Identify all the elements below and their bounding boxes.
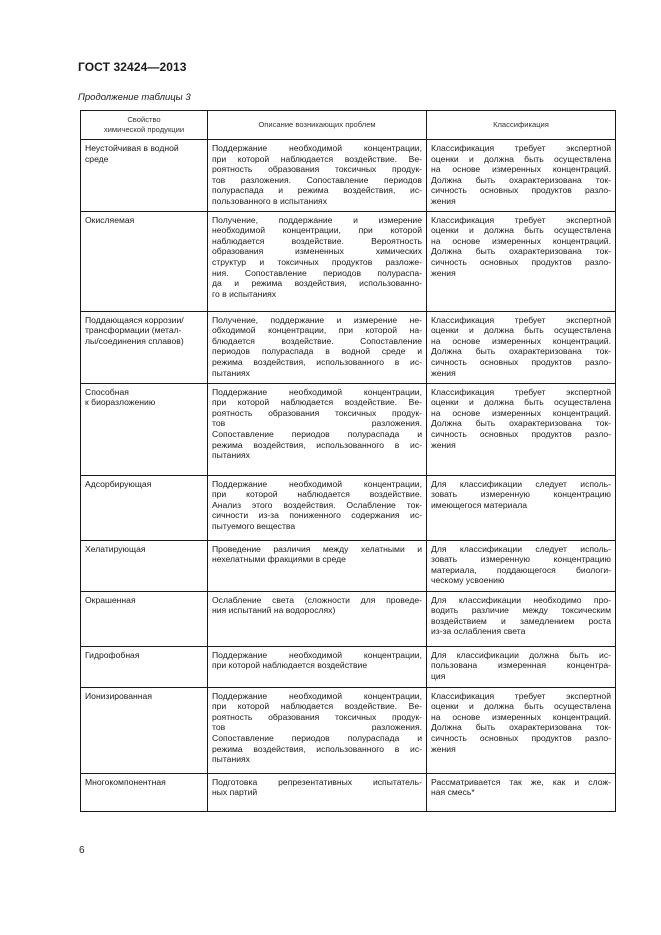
cell-line: ния. Сопоставление периодов полураспа- xyxy=(212,267,422,278)
cell-line: Поддержание необходимой концентрации, xyxy=(212,649,422,660)
cell-line: блюдается воздействие. Сопоставление xyxy=(212,335,422,346)
classification-cell xyxy=(427,773,616,811)
cell-line: режима воздействия, использованного в ис- xyxy=(212,356,422,367)
cell-line: Поддающаяся коррозии/ xyxy=(85,314,184,325)
cell-line: периодов полураспада в водной среде и xyxy=(212,346,422,357)
property-cell xyxy=(81,311,208,383)
cell-line: из-за ослабления света xyxy=(431,626,526,637)
cell-line: сичность основных продуктов разло- xyxy=(431,185,611,196)
property-cell xyxy=(81,591,208,646)
cell-line: наблюдается воздействие. Вероятность xyxy=(212,235,422,246)
cell-line: образования измененных химических xyxy=(212,246,422,257)
cell-line: Получение, поддержание и измерение xyxy=(212,214,422,225)
table-caption: Продолжение таблицы 3 xyxy=(78,92,191,103)
table-row xyxy=(81,311,616,383)
cell-line: зовать измеренную концентрацию xyxy=(431,489,611,500)
cell-line: Классификация требует экспертной xyxy=(431,214,611,225)
description-cell xyxy=(208,211,427,311)
cell-line: Для классификации следует исполь- xyxy=(431,543,611,554)
cell-line: роятность образования токсичных продук- xyxy=(212,711,422,722)
cell-line: ная смесь* xyxy=(431,787,475,798)
cell-line: Способная xyxy=(85,386,129,397)
cell-line: жения xyxy=(431,367,456,378)
property-cell xyxy=(81,475,208,540)
table-row xyxy=(81,383,616,475)
cell-line: на основе измеренных концентраций. xyxy=(431,407,611,418)
cell-line: ческому усвоению xyxy=(431,575,505,586)
cell-line: оценки и должна быть осуществлена xyxy=(431,701,611,712)
cell-line: сичность основных продуктов разло- xyxy=(431,732,611,743)
description-cell xyxy=(208,540,427,591)
property-cell xyxy=(81,383,208,475)
classification-cell xyxy=(427,383,616,475)
cell-line: Должна быть охарактеризована ток- xyxy=(431,174,611,185)
cell-line: Окисляемая xyxy=(85,214,135,225)
cell-line: Для классификации необходимо про- xyxy=(431,594,611,605)
cell-line: Сопоставление периодов полураспада и xyxy=(212,732,422,743)
cell-line: оценки и должна быть осуществлена xyxy=(431,225,611,236)
header-line: Описание возникающих проблем xyxy=(258,119,376,129)
cell-line: ных партий xyxy=(212,787,258,798)
table-row xyxy=(81,140,616,212)
column-header-classification xyxy=(427,111,616,140)
cell-line: Адсорбирующая xyxy=(85,478,152,489)
cell-line: жения xyxy=(431,195,456,206)
cell-line: Ионизированная xyxy=(85,690,152,701)
cell-line: при которой наблюдается воздействие. Ве- xyxy=(212,153,422,164)
classification-cell xyxy=(427,591,616,646)
cell-line: Должна быть охарактеризована ток- xyxy=(431,246,611,257)
table-row xyxy=(81,475,616,540)
cell-line: Сопоставление периодов полураспада и xyxy=(212,428,422,439)
cell-line: Ослабление света (сложности для проведе- xyxy=(212,594,422,605)
table-row xyxy=(81,773,616,811)
property-cell xyxy=(81,540,208,591)
cell-line: оценки и должна быть осуществлена xyxy=(431,153,611,164)
cell-line: Должна быть охарактеризована ток- xyxy=(431,722,611,733)
cell-line: Гидрофобная xyxy=(85,649,140,660)
cell-line: Должна быть охарактеризована ток- xyxy=(431,418,611,429)
cell-line: Рассматривается так же, как и слож- xyxy=(431,776,611,787)
description-cell xyxy=(208,140,427,212)
cell-line: ция xyxy=(431,670,446,681)
cell-line: пытаниях xyxy=(212,450,250,461)
cell-line: на основе измеренных концентраций. xyxy=(431,335,611,346)
cell-line: материала, поддающегося биологи- xyxy=(431,564,611,575)
cell-line: роятность образования токсичных продук- xyxy=(212,164,422,175)
table-body xyxy=(81,140,616,812)
classification-table xyxy=(80,110,616,812)
cell-line: Поддержание необходимой концентрации, xyxy=(212,143,422,153)
cell-line: режима воздействия, использованного в ис- xyxy=(212,743,422,754)
cell-line: жения xyxy=(431,267,456,278)
cell-line: Классификация требует экспертной xyxy=(431,690,611,701)
description-cell xyxy=(208,687,427,773)
cell-line: режима воздействия, использованного в ис- xyxy=(212,439,422,450)
classification-cell xyxy=(427,311,616,383)
cell-line: Для классификации должна быть ис- xyxy=(431,649,611,660)
cell-line: на основе измеренных концентраций. xyxy=(431,164,611,175)
cell-line: Классификация требует экспертной xyxy=(431,314,611,325)
cell-line: ния испытаний на водорослях) xyxy=(212,605,336,616)
cell-line: пользованного в испытаниях xyxy=(212,195,327,206)
cell-line: при которой наблюдается воздействие. xyxy=(212,489,422,500)
document-header: ГОСТ 32424—2013 xyxy=(78,60,187,74)
description-cell xyxy=(208,383,427,475)
cell-line: имеющегося материала xyxy=(431,499,528,510)
header-line: химической продукции xyxy=(103,124,185,134)
description-cell xyxy=(208,475,427,540)
classification-cell xyxy=(427,540,616,591)
description-cell xyxy=(208,646,427,687)
table-row xyxy=(81,211,616,311)
cell-line: при которой наблюдается воздействие. Ве- xyxy=(212,701,422,712)
cell-line: Проведение различия между хелатными и xyxy=(212,543,422,554)
cell-line: пользована измеренная концентра- xyxy=(431,660,611,671)
cell-line: нехелатными фракциями в среде xyxy=(212,554,346,565)
classification-cell xyxy=(427,687,616,773)
cell-line: Окрашенная xyxy=(85,594,136,605)
cell-line: Неустойчивая в водной xyxy=(85,143,179,153)
table-row xyxy=(81,687,616,773)
description-cell xyxy=(208,773,427,811)
cell-line: водить различие между токсическим xyxy=(431,605,611,616)
property-cell xyxy=(81,646,208,687)
cell-line: к биоразложению xyxy=(85,397,156,408)
cell-line: жения xyxy=(431,439,456,450)
column-header-property xyxy=(81,111,208,140)
cell-line: полураспада и режима воздействия, ис- xyxy=(212,185,422,196)
cell-line: тов разложения. xyxy=(212,722,422,733)
cell-line: роятность образования токсичных продук- xyxy=(212,407,422,418)
cell-line: Хелатирующая xyxy=(85,543,146,554)
cell-line: Анализ этого воздействия. Ослабление ток- xyxy=(212,499,422,510)
cell-line: тов разложения. Сопоставление периодов xyxy=(212,174,422,185)
cell-line: сичность основных продуктов разло- xyxy=(431,428,611,439)
classification-cell xyxy=(427,646,616,687)
cell-line: Должна быть охарактеризована ток- xyxy=(431,346,611,357)
property-cell xyxy=(81,211,208,311)
cell-line: при которой наблюдается воздействие. Ве- xyxy=(212,397,422,408)
cell-line: жения xyxy=(431,743,456,754)
cell-line: Классификация требует экспертной xyxy=(431,386,611,397)
cell-line: трансформации (метал- xyxy=(85,325,182,336)
header-line: Классификация xyxy=(493,119,549,129)
cell-line: обходимой концентрации, при которой на- xyxy=(212,325,422,336)
table-row xyxy=(81,646,616,687)
cell-line: сичность основных продуктов разло- xyxy=(431,356,611,367)
cell-line: пытуемого вещества xyxy=(212,520,296,531)
cell-line: оценки и должна быть осуществлена xyxy=(431,397,611,408)
property-cell xyxy=(81,687,208,773)
column-header-description xyxy=(208,111,427,140)
classification-cell xyxy=(427,475,616,540)
cell-line: Поддержание необходимой концентрации, xyxy=(212,690,422,701)
table-row xyxy=(81,591,616,646)
cell-line: сичность основных продуктов разло- xyxy=(431,256,611,267)
cell-line: при которой наблюдается воздействие xyxy=(212,660,368,671)
cell-line: зовать измеренную концентрацию xyxy=(431,554,611,565)
header-line: Свойство xyxy=(127,114,161,124)
cell-line: Подготовка репрезентативных испытатель- xyxy=(212,776,422,787)
cell-line: среде xyxy=(85,153,109,164)
cell-line: да и режима воздействия, использованно- xyxy=(212,278,422,289)
cell-line: на основе измеренных концентраций. xyxy=(431,711,611,722)
cell-line: Получение, поддержание и измерение не- xyxy=(212,314,422,325)
classification-cell xyxy=(427,211,616,311)
cell-line: воздействием и замедлением роста xyxy=(431,615,611,626)
property-cell xyxy=(81,773,208,811)
table-header-row xyxy=(81,111,616,140)
cell-line: структур и токсичных продуктов разложе- xyxy=(212,256,422,267)
cell-line: Многокомпонентная xyxy=(85,776,166,787)
cell-line: тов разложения. xyxy=(212,418,422,429)
cell-line: Поддержание необходимой концентрации, xyxy=(212,478,422,489)
cell-line: Для классификации следует исполь- xyxy=(431,478,611,489)
description-cell xyxy=(208,591,427,646)
cell-line: оценки и должна быть осуществлена xyxy=(431,325,611,336)
table-row xyxy=(81,540,616,591)
cell-line: необходимой концентрации, при которой xyxy=(212,225,422,236)
property-cell xyxy=(81,140,208,212)
cell-line: на основе измеренных концентраций. xyxy=(431,235,611,246)
cell-line: сичности из-за пониженного содержания ис- xyxy=(212,510,422,521)
cell-line: го в испытаниях xyxy=(212,288,277,299)
cell-line: Классификация требует экспертной xyxy=(431,143,611,153)
classification-cell xyxy=(427,140,616,212)
cell-line: лы/соединения сплавов) xyxy=(85,335,184,346)
description-cell xyxy=(208,311,427,383)
cell-line: Поддержание необходимой концентрации, xyxy=(212,386,422,397)
cell-line: пытаниях xyxy=(212,754,250,765)
page-number: 6 xyxy=(79,845,85,856)
cell-line: пытаниях xyxy=(212,367,250,378)
